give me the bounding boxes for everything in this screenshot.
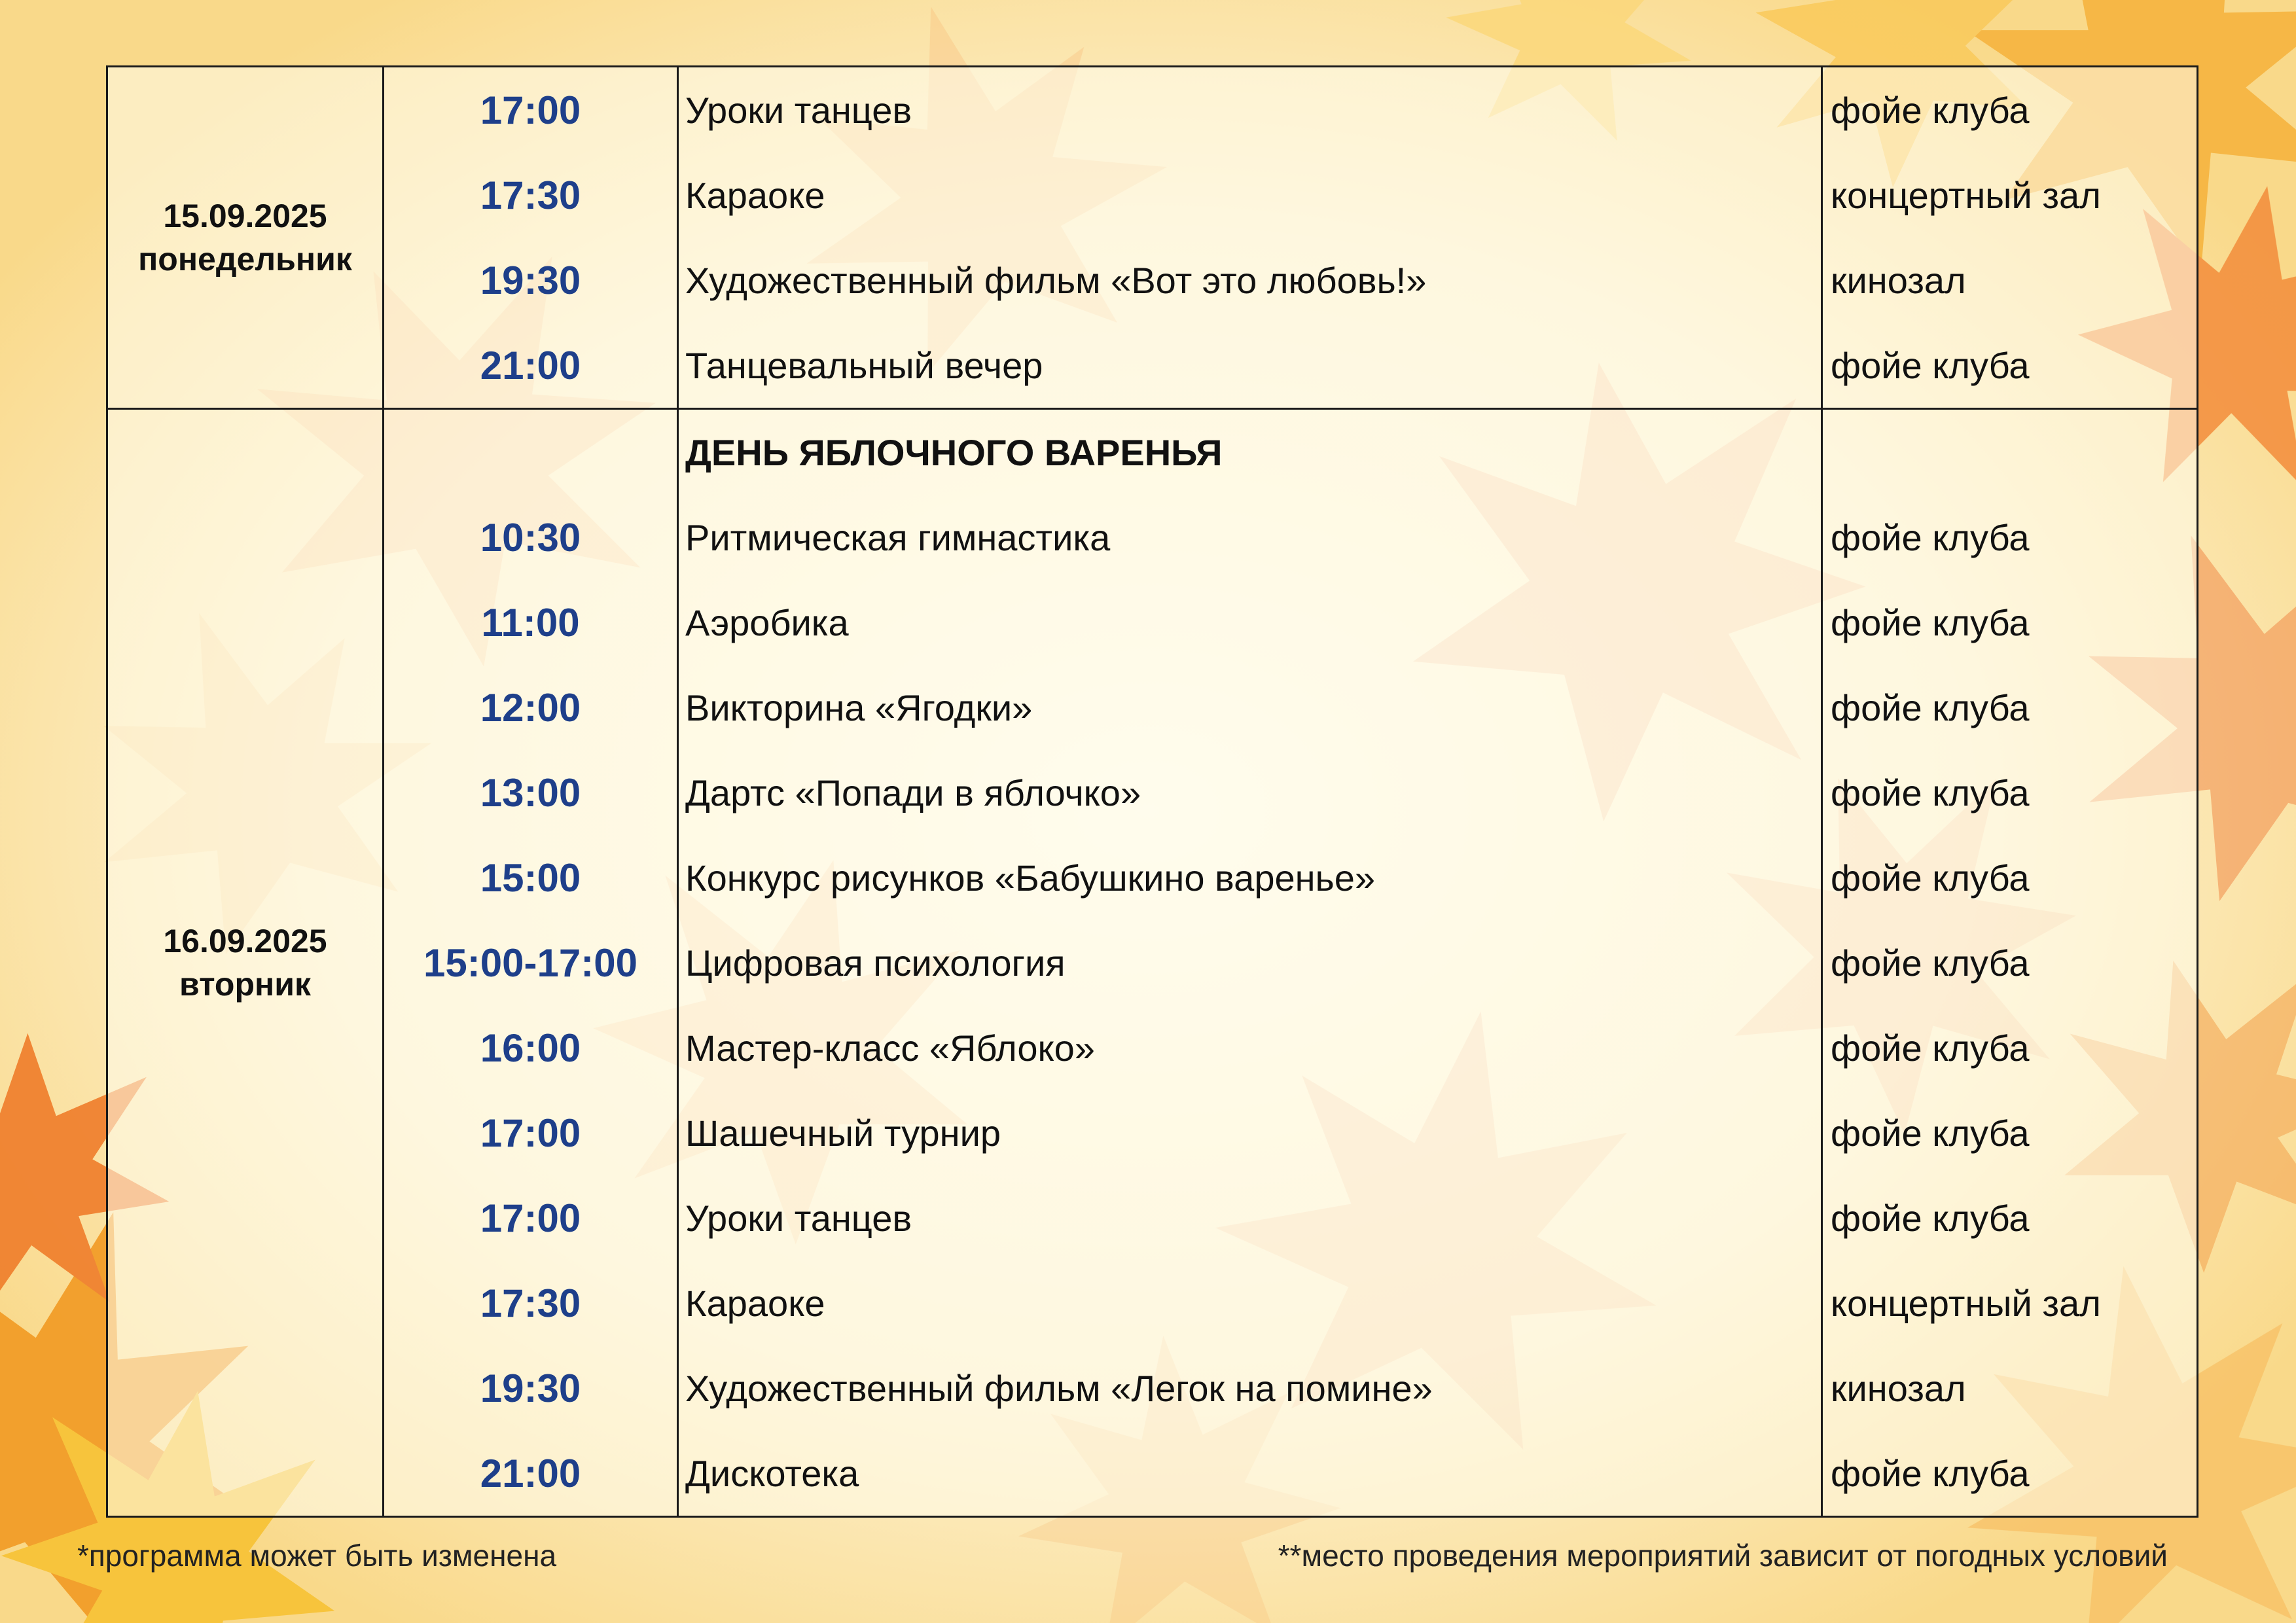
event-place: кинозал bbox=[1822, 1346, 2198, 1431]
footnote-weather-dependent: **место проведения мероприятий зависит от погодных условий bbox=[1278, 1539, 2168, 1573]
schedule-row bbox=[107, 1346, 2198, 1431]
schedule-row bbox=[107, 67, 2198, 153]
schedule-row bbox=[107, 323, 2198, 409]
event-time: 17:00 bbox=[384, 1090, 678, 1175]
event-time: 17:30 bbox=[384, 1260, 678, 1346]
event-title: Викторина «Ягодки» bbox=[678, 665, 1822, 750]
event-place: фойе клуба bbox=[1822, 835, 2198, 920]
event-place: фойе клуба bbox=[1822, 750, 2198, 835]
day-date: 15.09.2025 bbox=[163, 198, 327, 234]
event-place: кинозал bbox=[1822, 238, 2198, 323]
schedule-row bbox=[107, 750, 2198, 835]
event-title: Художественный фильм «Вот это любовь!» bbox=[678, 238, 1822, 323]
schedule-row bbox=[107, 495, 2198, 580]
event-title: Конкурс рисунков «Бабушкино варенье» bbox=[678, 835, 1822, 920]
event-place: фойе клуба bbox=[1822, 665, 2198, 750]
event-title: Аэробика bbox=[678, 580, 1822, 665]
event-title: Цифровая психология bbox=[678, 920, 1822, 1005]
day-weekday: вторник bbox=[179, 966, 311, 1003]
event-title: Художественный фильм «Легок на помине» bbox=[678, 1346, 1822, 1431]
schedule-row bbox=[107, 409, 2198, 495]
event-place: фойе клуба bbox=[1822, 920, 2198, 1005]
event-title: Уроки танцев bbox=[678, 1175, 1822, 1260]
day-date: 16.09.2025 bbox=[163, 923, 327, 959]
event-title: Уроки танцев bbox=[678, 67, 1822, 153]
footnote-program-may-change: *программа может быть изменена bbox=[77, 1539, 557, 1573]
schedule-row bbox=[107, 152, 2198, 238]
schedule-row bbox=[107, 1005, 2198, 1090]
event-time: 17:00 bbox=[384, 1175, 678, 1260]
event-title: Ритмическая гимнастика bbox=[678, 495, 1822, 580]
schedule-row bbox=[107, 1260, 2198, 1346]
event-time: 10:30 bbox=[384, 495, 678, 580]
event-time: 19:30 bbox=[384, 1346, 678, 1431]
day-heading: ДЕНЬ ЯБЛОЧНОГО ВАРЕНЬЯ bbox=[678, 409, 1822, 495]
day-date-cell bbox=[107, 67, 384, 409]
schedule-row bbox=[107, 580, 2198, 665]
event-place: концертный зал bbox=[1822, 1260, 2198, 1346]
event-time: 19:30 bbox=[384, 238, 678, 323]
event-place: фойе клуба bbox=[1822, 580, 2198, 665]
event-place: фойе клуба bbox=[1822, 323, 2198, 409]
event-time: 17:30 bbox=[384, 152, 678, 238]
event-place: фойе клуба bbox=[1822, 495, 2198, 580]
schedule-row bbox=[107, 238, 2198, 323]
day-date-cell bbox=[107, 409, 384, 1517]
event-title: Караоке bbox=[678, 152, 1822, 238]
event-place: фойе клуба bbox=[1822, 1090, 2198, 1175]
schedule-table bbox=[106, 65, 2198, 1518]
event-place: фойе клуба bbox=[1822, 67, 2198, 153]
event-title: Караоке bbox=[678, 1260, 1822, 1346]
event-title: Мастер-класс «Яблоко» bbox=[678, 1005, 1822, 1090]
schedule-row bbox=[107, 1175, 2198, 1260]
event-title: Дискотека bbox=[678, 1431, 1822, 1517]
event-title: Танцевальный вечер bbox=[678, 323, 1822, 409]
event-time: 21:00 bbox=[384, 1431, 678, 1517]
event-time: 13:00 bbox=[384, 750, 678, 835]
event-time: 17:00 bbox=[384, 67, 678, 153]
event-time: 12:00 bbox=[384, 665, 678, 750]
event-title: Дартс «Попади в яблочко» bbox=[678, 750, 1822, 835]
schedule-row bbox=[107, 835, 2198, 920]
event-place: фойе клуба bbox=[1822, 1431, 2198, 1517]
event-time: 21:00 bbox=[384, 323, 678, 409]
schedule-row bbox=[107, 1431, 2198, 1517]
event-time: 11:00 bbox=[384, 580, 678, 665]
event-place: концертный зал bbox=[1822, 152, 2198, 238]
event-time-empty bbox=[384, 409, 678, 495]
event-place-empty bbox=[1822, 409, 2198, 495]
schedule-row bbox=[107, 920, 2198, 1005]
event-title: Шашечный турнир bbox=[678, 1090, 1822, 1175]
schedule-row bbox=[107, 1090, 2198, 1175]
event-time: 16:00 bbox=[384, 1005, 678, 1090]
schedule-row bbox=[107, 665, 2198, 750]
event-time: 15:00-17:00 bbox=[384, 920, 678, 1005]
event-time: 15:00 bbox=[384, 835, 678, 920]
day-weekday: понедельник bbox=[138, 241, 352, 277]
event-place: фойе клуба bbox=[1822, 1005, 2198, 1090]
event-place: фойе клуба bbox=[1822, 1175, 2198, 1260]
